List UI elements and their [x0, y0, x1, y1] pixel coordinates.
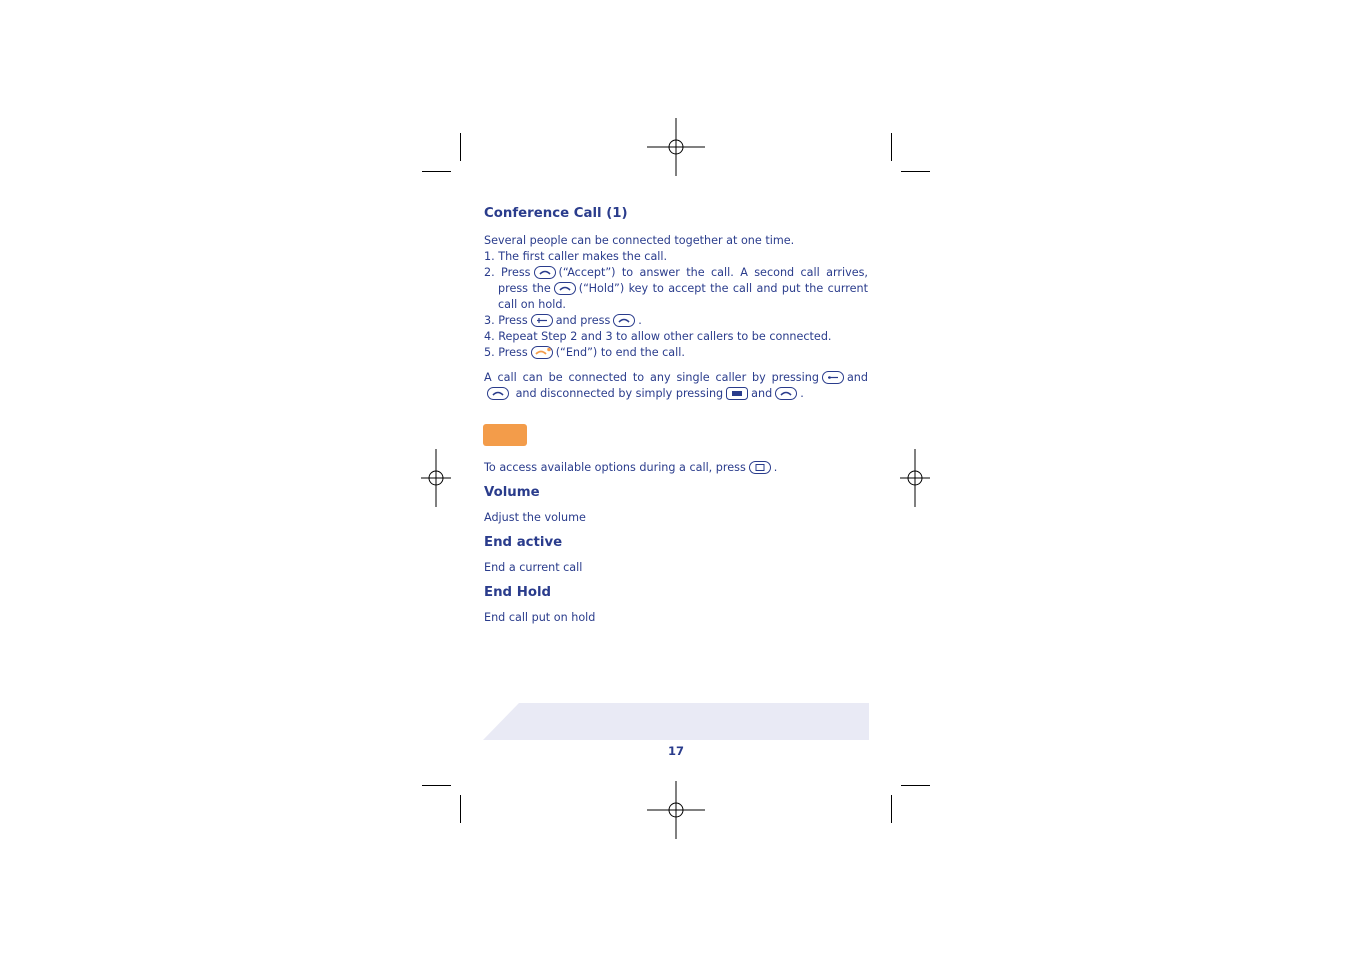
page-number: 17	[667, 744, 684, 758]
call-key-icon	[534, 266, 556, 279]
page-content	[484, 205, 868, 626]
step-4: 4. Repeat Step 2 and 3 to allow other callers to be connected.	[484, 330, 832, 343]
option-desc-end-active: End a current call	[484, 561, 583, 574]
end-key-icon	[531, 346, 553, 359]
registration-mark-icon	[647, 118, 705, 176]
option-desc-end-hold: End call put on hold	[484, 611, 596, 624]
registration-mark-icon	[886, 449, 944, 507]
section-tag	[483, 424, 527, 446]
crop-mark	[901, 171, 930, 172]
step-1: 1. The first caller makes the call.	[484, 250, 668, 263]
crop-mark	[891, 133, 892, 161]
call-key-icon	[613, 314, 635, 327]
registration-mark-icon	[647, 781, 705, 839]
option-title-volume: Volume	[484, 485, 540, 500]
crop-mark	[891, 795, 892, 823]
call-key-icon	[554, 282, 576, 295]
key-1-icon	[726, 387, 748, 400]
footer-band	[483, 703, 869, 740]
crop-mark	[422, 785, 451, 786]
section-title: Conference Call (1)	[484, 206, 628, 221]
crop-mark	[901, 785, 930, 786]
intro-text: Several people can be connected together at one time.	[484, 234, 795, 247]
crop-mark	[422, 171, 451, 172]
crop-mark	[460, 133, 461, 161]
menu-key-icon	[749, 461, 771, 474]
step-3: 3. Press and press .	[484, 314, 642, 327]
registration-mark-icon	[407, 449, 465, 507]
step-5: 5. Press (“End”) to end the call.	[484, 346, 685, 359]
call-key-icon	[487, 387, 509, 400]
call-key-icon	[775, 387, 797, 400]
crop-mark	[460, 795, 461, 823]
single-caller-text: A call can be connected to any single caller by pressing and and disconnected by simply pressing and .	[484, 371, 868, 400]
option-title-end-active: End active	[484, 535, 563, 550]
option-desc-volume: Adjust the volume	[484, 511, 586, 524]
options-intro: To access available options during a call, press .	[484, 461, 778, 474]
step-2: 2. Press (“Accept”) to answer the call. A second call arrives, press the (“Hold”) key to accept the call and put the current call on hold.	[484, 266, 868, 311]
key-3-icon	[531, 314, 553, 327]
option-title-end-hold: End Hold	[484, 585, 552, 600]
key-2-icon	[822, 371, 844, 384]
